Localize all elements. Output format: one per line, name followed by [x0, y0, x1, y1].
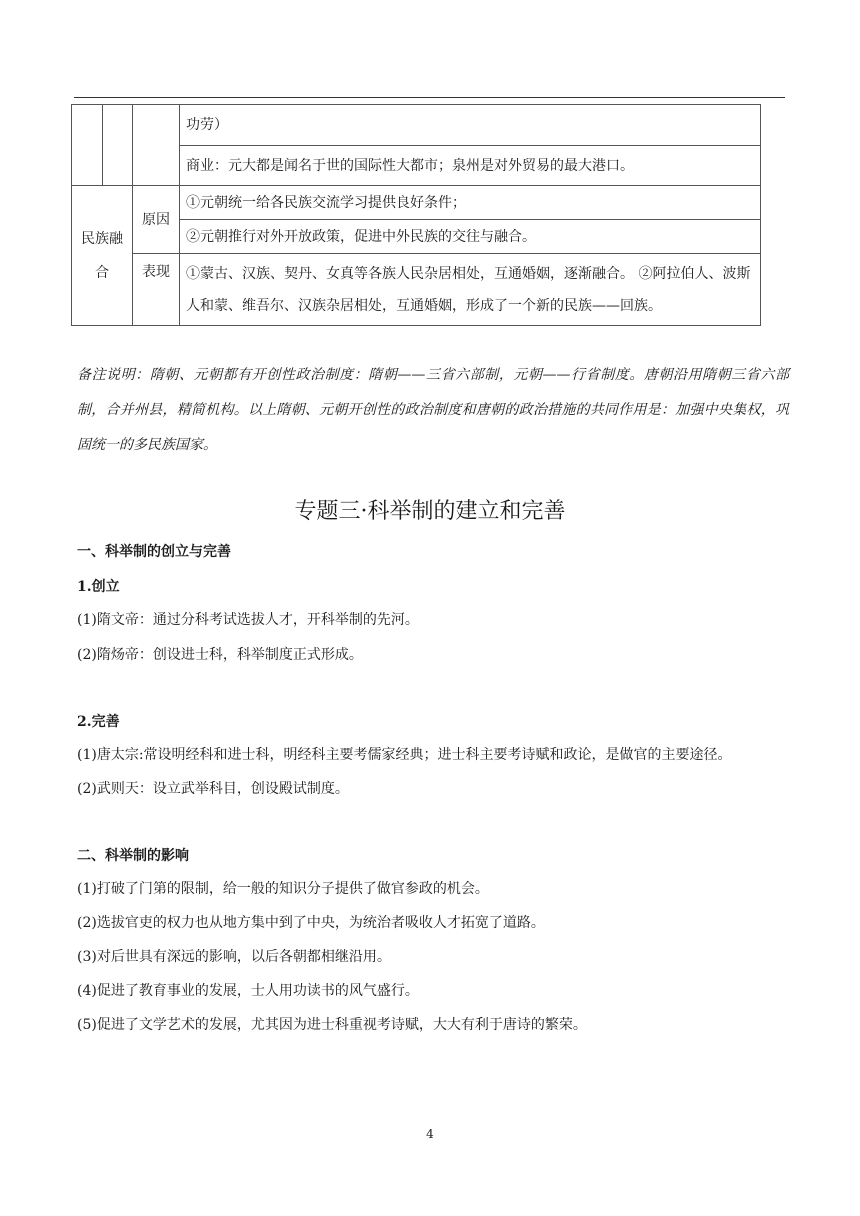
sub-heading-chuangli: 1.创立 — [77, 579, 120, 595]
part1-heading: 一、科举制的创立与完善 — [77, 544, 231, 560]
list-item: (5)促进了文学艺术的发展，尤其因为进士科重视考诗赋，大大有利于唐诗的繁荣。 — [77, 1017, 587, 1033]
continuation-table — [71, 104, 761, 326]
empty-cell — [133, 105, 180, 186]
section-title: 专题三·科举制的建立和完善 — [294, 499, 566, 524]
list-item: (3)对后世具有深远的影响，以后各朝都相继沿用。 — [77, 949, 391, 965]
yuanyin-item-1: ①元朝统一给各民族交流学习提供良好条件； — [180, 186, 761, 220]
list-item: (4)促进了教育事业的发展，士人用功读书的风气盛行。 — [77, 983, 419, 999]
list-item: (2)选拔官吏的权力也从地方集中到了中央，为统治者吸收人才拓宽了道路。 — [77, 915, 545, 931]
table-row — [72, 254, 761, 326]
minzu-ronghe-label: 民族融合 — [72, 186, 133, 326]
yuanyin-item-2: ②元朝推行对外开放政策，促进中外民族的交往与融合。 — [180, 220, 761, 254]
list-item: (2)武则天：设立武举科目，创设殿试制度。 — [77, 781, 349, 797]
biaoxian-text: ①蒙古、汉族、契丹、女真等各族人民杂居相处，互通婚姻，逐渐融合。 ②阿拉伯人、波斯人和蒙、维吾尔、汉族杂居相处，互通婚姻，形成了一个新的民族——回族。 — [180, 254, 761, 326]
page-number: 4 — [426, 1127, 434, 1141]
yuanyin-label: 原因 — [133, 186, 180, 254]
list-item: (1)唐太宗:常设明经科和进士科，明经科主要考儒家经典；进士科主要考诗赋和政论，是做官的主要途径。 — [77, 747, 732, 763]
part2-heading: 二、科举制的影响 — [77, 848, 189, 864]
empty-cell — [72, 105, 103, 186]
list-item: (1)打破了门第的限制，给一般的知识分子提供了做官参政的机会。 — [77, 881, 489, 897]
list-item: (2)隋炀帝：创设进士科，科举制度正式形成。 — [77, 647, 363, 663]
table-row — [72, 186, 761, 220]
list-item: (1)隋文帝：通过分科考试选拔人才，开科举制的先河。 — [77, 612, 419, 628]
table-row — [72, 105, 761, 146]
sub-heading-wanshan: 2.完善 — [77, 714, 120, 730]
header-rule — [74, 97, 785, 98]
biaoxian-label: 表现 — [133, 254, 180, 326]
remark-paragraph: 备注说明：隋朝、元朝都有开创性政治制度：隋朝——三省六部制，元朝——行省制度。唐朝沿用隋朝三省六部制，合并州县，精简机构。以上隋朝、元朝开创性的政治制度和唐朝的政治措施的共同作用是：加强中央集权，巩固统一的多民族国家。 — [77, 367, 789, 453]
empty-cell — [103, 105, 133, 186]
table-cell-gonglao: 功劳） — [180, 105, 761, 146]
table-cell-shangye: 商业：元大都是闻名于世的国际性大都市；泉州是对外贸易的最大港口。 — [180, 146, 761, 186]
